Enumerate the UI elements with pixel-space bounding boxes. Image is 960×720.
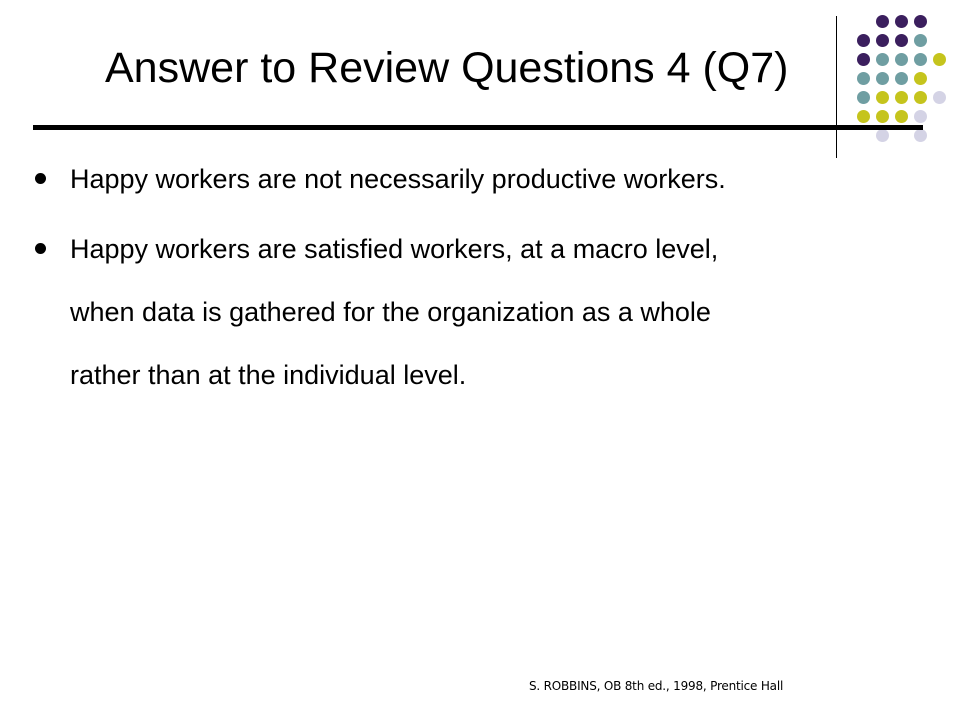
- decorative-dot: [895, 110, 908, 123]
- decorative-dot: [933, 91, 946, 104]
- decorative-dot: [857, 91, 870, 104]
- decorative-dot: [895, 53, 908, 66]
- decorative-dot: [876, 110, 889, 123]
- decorative-dot: [857, 110, 870, 123]
- bullet-item: Happy workers are not necessarily productive workers.: [70, 164, 726, 194]
- decorative-dot: [857, 72, 870, 85]
- decorative-dot: [876, 91, 889, 104]
- decorative-dot: [914, 110, 927, 123]
- decorative-dot: [914, 72, 927, 85]
- decorative-dot: [895, 91, 908, 104]
- decorative-dot: [914, 15, 927, 28]
- footer-citation: S. ROBBINS, OB 8th ed., 1998, Prentice Hall: [529, 679, 784, 693]
- decorative-dot: [895, 72, 908, 85]
- decorative-dot: [876, 15, 889, 28]
- decorative-dot: [914, 129, 927, 142]
- decorative-dot: [895, 15, 908, 28]
- decorative-dot: [914, 53, 927, 66]
- bullet-marker-icon: [35, 173, 46, 184]
- bullet-marker-icon: [35, 243, 46, 254]
- slide-title: Answer to Review Questions 4 (Q7): [105, 44, 789, 92]
- decorative-dot: [876, 53, 889, 66]
- vertical-rule: [836, 16, 837, 158]
- decorative-dot: [857, 53, 870, 66]
- decorative-dot: [914, 91, 927, 104]
- bullet-item: Happy workers are satisfied workers, at a macro level, when data is gathered for the organization as a whole rather than at the individual level.: [70, 234, 719, 390]
- decorative-dot: [876, 129, 889, 142]
- title-underline-rule: [33, 125, 923, 130]
- decorative-dot: [933, 53, 946, 66]
- decorative-dot: [914, 34, 927, 47]
- decorative-dot: [895, 34, 908, 47]
- decorative-dot: [876, 72, 889, 85]
- decorative-dot: [857, 34, 870, 47]
- decorative-dot: [876, 34, 889, 47]
